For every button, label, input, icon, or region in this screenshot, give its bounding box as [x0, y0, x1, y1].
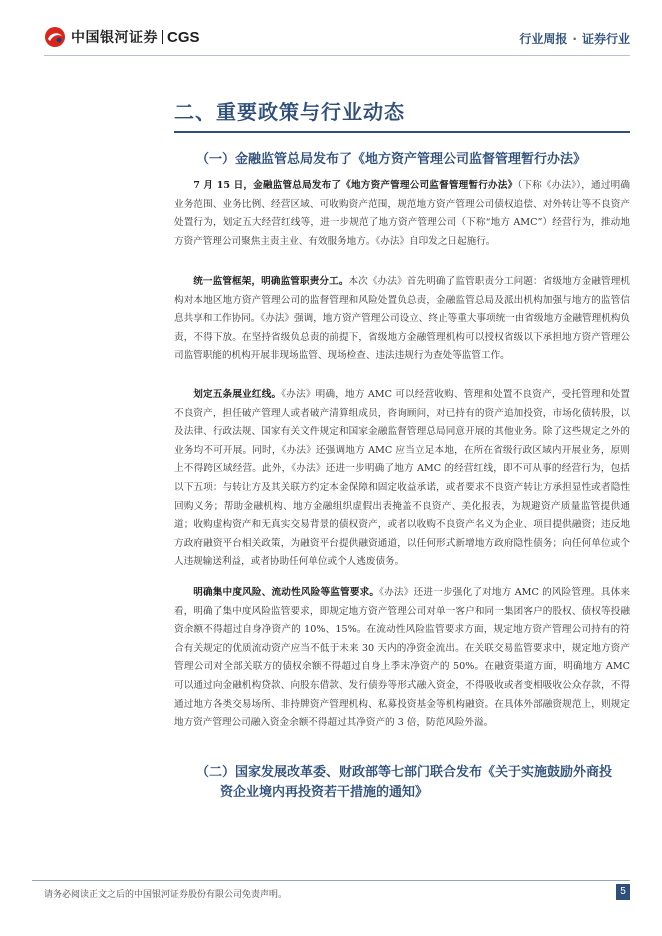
page-number: 5 [616, 884, 630, 900]
industry-name: 证券行业 [581, 32, 630, 46]
report-category [519, 30, 630, 47]
subsection-title-1: （一）金融监管总局发布了《地方资产管理公司监督管理暂行办法》 [196, 152, 587, 167]
paragraph-2 [174, 273, 630, 366]
paragraph-lead: 统一监管框架，明确监管职责分工。 [193, 276, 349, 287]
paragraph-text: （下称《办法》），通过明确业务范围、业务比例、经营区域、可收购资产范围，规范地方资产管理公司债权追偿、对外转让等不良资产处置行为，划定五大经营红线等，进一步规范了地方资产管理公司（下称“地方 AMC”）经营行为，推动地方资产管理公司聚焦主责主业、有效服务地方。《办法》自印发之日起施行。 [174, 180, 630, 247]
cgs-logo-icon [44, 26, 66, 48]
footer-disclaimer: 请务必阅读正文之后的中国银河证券股份有限公司免责声明。 [44, 890, 288, 900]
footer-divider [32, 880, 630, 881]
paragraph-lead: 划定五条展业红线。 [193, 389, 282, 400]
subsection-title-2 [196, 763, 626, 803]
section-divider [174, 131, 630, 133]
header-separator: · [572, 32, 577, 46]
logo-english-name: CGS [167, 28, 200, 46]
company-logo [44, 22, 200, 52]
paragraph-lead: 7 月 15 日，金融监管总局发布了《地方资产管理公司监督管理暂行办法》 [193, 180, 518, 191]
paragraph-text: 《办法》明确，地方 AMC 可以经营收购、管理和处置不良资产，受托管理和处置不良资产，担任破产管理人或者破产清算组成员，咨询顾问，对已持有的资产追加投资，市场化债转股，以及法律、行政法规、国家有关文件规定和国家金融监督管理总局同意开展的其他业务。除了这些规定之外的业务均不可开展。同时，《办法》还强调地方 AMC 应当立足本地，在所在省级行政区域内开展业务，原则上不得跨区域经营。此外，《办法》还进一步明确了地方 AMC 的经营红线，即不可从事的经营行为，包括以下五项：与转让方及其关联方约定本金保障和固定收益承诺，或者要求不良资产转让方承担显性或者隐性回购义务；帮助金融机构、地方金融组织虚假出表掩盖不良资产、美化报表，为规避资产质量监管提供通道；收购虚构资产和无真实交易背景的债权资产，或者以收购不良资产名义为企业、项目提供融资；违反地方政府融资平台相关政策，为融资平台提供融资通道，以任何形式新增地方政府隐性债务；向任何单位或个人违规输送利益，或者协助任何单位或个人逃废债务。 [174, 389, 631, 568]
logo-divider [162, 30, 163, 44]
header-divider [44, 55, 630, 56]
paragraph-1 [174, 177, 630, 251]
subsection-title-line-1: （二）国家发展改革委、财政部等七部门联合发布《关于实施鼓励外商投 [196, 765, 613, 780]
section-title: 二、重要政策与行业动态 [174, 100, 405, 124]
paragraph-4 [174, 584, 630, 733]
paragraph-text: 《办法》还进一步强化了对地方 AMC 的风险管理。具体来看，明确了集中度风险监管要求，即规定地方资产管理公司对单一客户和同一集团客户的股权、债权等投融资余额不得超过自身净资产的 10%、15%。在流动性风险监管要求方面，规定地方资产管理公司持有的符合有关规定的优质流动资产应当不低于未来 30 天内的净资金流出。在关联交易监管要求中，规定地方资产管理公司对全部关联方的债权余额不得超过自身上季末净资产的 50%。在融资渠道方面，明确地方 AMC 可以通过向金融机构贷款、向股东借款、发行债券等形式融入资金，不得吸收或者变相吸收公众存款，不得通过地方各类交易场所、非持牌资产管理机构、私募投资基金等机构融资。在具体外部融资规范上，则规定地方资产管理公司融入资金余额不得超过其净资产的 3 倍，防范风险外溢。 [174, 587, 631, 729]
paragraph-lead: 明确集中度风险、流动性风险等监管要求。 [193, 587, 380, 598]
subsection-title-line-2: 资企业境内再投资若干措施的通知》 [220, 785, 429, 800]
report-type: 行业周报 [519, 32, 568, 46]
paragraph-text: 本次《办法》首先明确了监管职责分工问题：省级地方金融管理机构对本地区地方资产管理公司的监督管理和风险处置负总责，金融监管总局及派出机构加强与地方的监管信息共享和工作协同。《办法》强调，地方资产管理公司设立、终止等重大事项统一由省级地方金融管理机构负责，不得下放。在坚持省级负总责的前提下，省级地方金融管理机构可以授权省级以下承担地方资产管理公司监管职能的机构开展非现场监管、现场检查、违法违规行为查处等监管工作。 [174, 276, 631, 362]
logo-chinese-name: 中国银河证券 [71, 30, 158, 46]
paragraph-3 [174, 386, 630, 572]
page-header [0, 0, 662, 62]
